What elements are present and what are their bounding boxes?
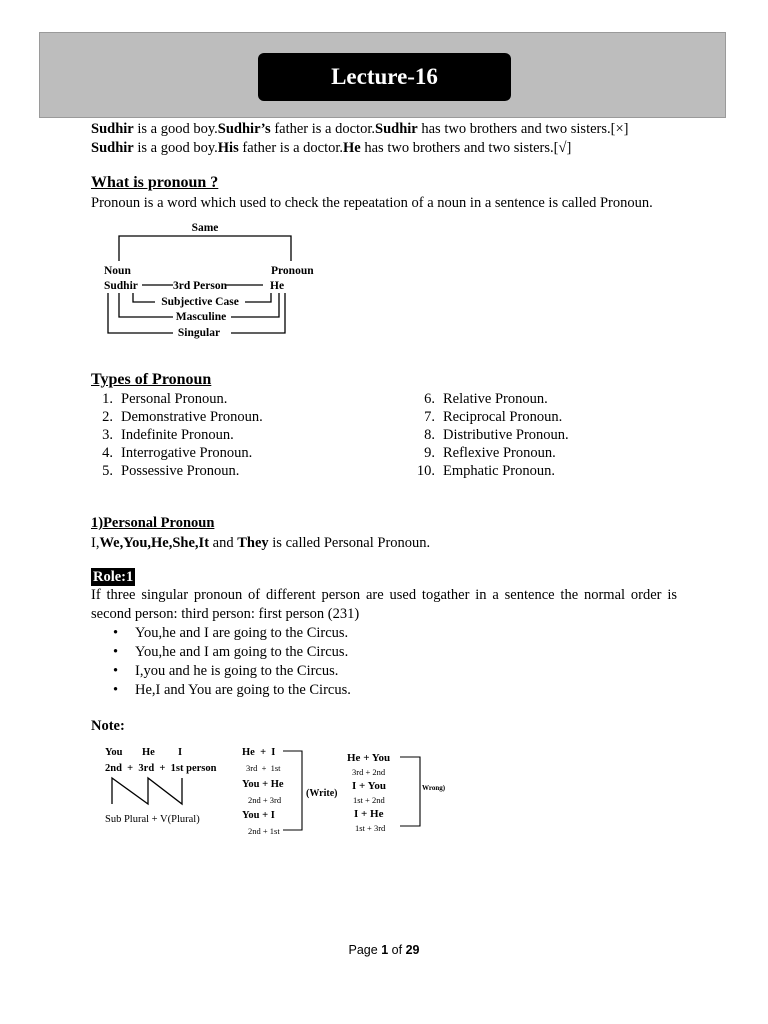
types-heading: Types of Pronoun (91, 371, 212, 388)
page-footer: Page 1 of 29 (348, 943, 420, 957)
wrong-pair-3: I + He (354, 808, 384, 820)
diagram-number: Singular (177, 327, 221, 339)
role-label: Role:1 (93, 569, 134, 585)
list-item: 5. Possessive Pronoun. (102, 463, 240, 479)
note-sub: Sub Plural + V(Plural) (105, 814, 200, 825)
right-persons-1: 3rd + 1st (246, 763, 281, 773)
right-pair-2: You + He (242, 779, 284, 790)
zigzag-arrow (112, 778, 182, 804)
note-label: Note: (91, 718, 125, 734)
diagram-noun: Noun (104, 265, 131, 277)
note-order: 2nd + 3rd + 1st person (105, 763, 217, 774)
list-item: • You,he and I are going to the Circus. (113, 625, 349, 641)
diagram-pronoun: Pronoun (271, 265, 314, 277)
wrong-pair-1: He + You (347, 752, 391, 764)
list-item: 7. Reciprocal Pronoun. (424, 409, 563, 425)
diagram-gender: Masculine (175, 311, 227, 323)
note-i: I (178, 747, 183, 758)
types-list-left (91, 390, 263, 480)
wrong-persons-2: 1st + 2nd (353, 795, 385, 805)
right-persons-2: 2nd + 3rd (248, 795, 282, 805)
wrong-pair-2: I + You (352, 780, 386, 792)
list-item: 10. Emphatic Pronoun. (416, 463, 555, 479)
wrong-label: Wrong) (422, 784, 446, 792)
wrong-persons-3: 1st + 3rd (355, 823, 386, 833)
list-item: • You,he and I am going to the Circus. (113, 644, 349, 660)
types-list-right (413, 390, 569, 480)
intro-line-correct: Sudhir is a good boy.His father is a doctor.He has two brothers and two sisters.[√] (91, 140, 572, 156)
lecture-title: Lecture-16 (258, 53, 511, 101)
right-persons-3: 2nd + 1st (248, 826, 280, 836)
list-item: 6. Relative Pronoun. (424, 391, 548, 407)
list-item: 2. Demonstrative Pronoun. (102, 409, 263, 425)
list-item: 1. Personal Pronoun. (102, 391, 228, 407)
noun-pronoun-diagram (95, 215, 330, 350)
right-pair-1: He + I (242, 747, 276, 758)
write-label: (Write) (306, 788, 338, 799)
diagram-person: 3rd Person (173, 280, 227, 292)
wrong-persons-1: 3rd + 2nd (352, 767, 386, 777)
list-item: 9. Reflexive Pronoun. (424, 445, 556, 461)
diagram-sudhir: Sudhir (104, 280, 138, 292)
note-you: You (105, 747, 123, 758)
list-item: • He,I and You are going to the Circus. (113, 682, 351, 698)
pronoun-definition: Pronoun is a word which used to check the repeatation of a noun in a sentence is called Pronoun. (91, 195, 653, 211)
diagram-he: He (270, 280, 285, 292)
list-item: 4. Interrogative Pronoun. (102, 445, 253, 461)
personal-pronoun-text: I,We,You,He,She,It and They is called Personal Pronoun. (91, 535, 431, 551)
role-examples (113, 624, 351, 700)
list-item: 3. Indefinite Pronoun. (102, 427, 234, 443)
intro-line-wrong: Sudhir is a good boy.Sudhir’s father is a doctor.Sudhir has two brothers and two sisters.[×] (91, 121, 629, 137)
list-item: 8. Distributive Pronoun. (424, 427, 569, 443)
diagram-same: Same (191, 222, 219, 234)
what-is-pronoun-heading: What is pronoun ? (91, 174, 219, 191)
diagram-case: Subjective Case (161, 296, 239, 308)
personal-pronoun-heading: 1)Personal Pronoun (91, 515, 215, 531)
right-pair-3: You + I (242, 810, 275, 821)
role-text: If three singular pronoun of different person are used togather in a sentence the normal order is second person: third person: first person (231) (91, 587, 677, 622)
list-item: • I,you and he is going to the Circus. (113, 663, 339, 679)
note-he: He (142, 747, 155, 758)
note-diagram (100, 740, 460, 840)
